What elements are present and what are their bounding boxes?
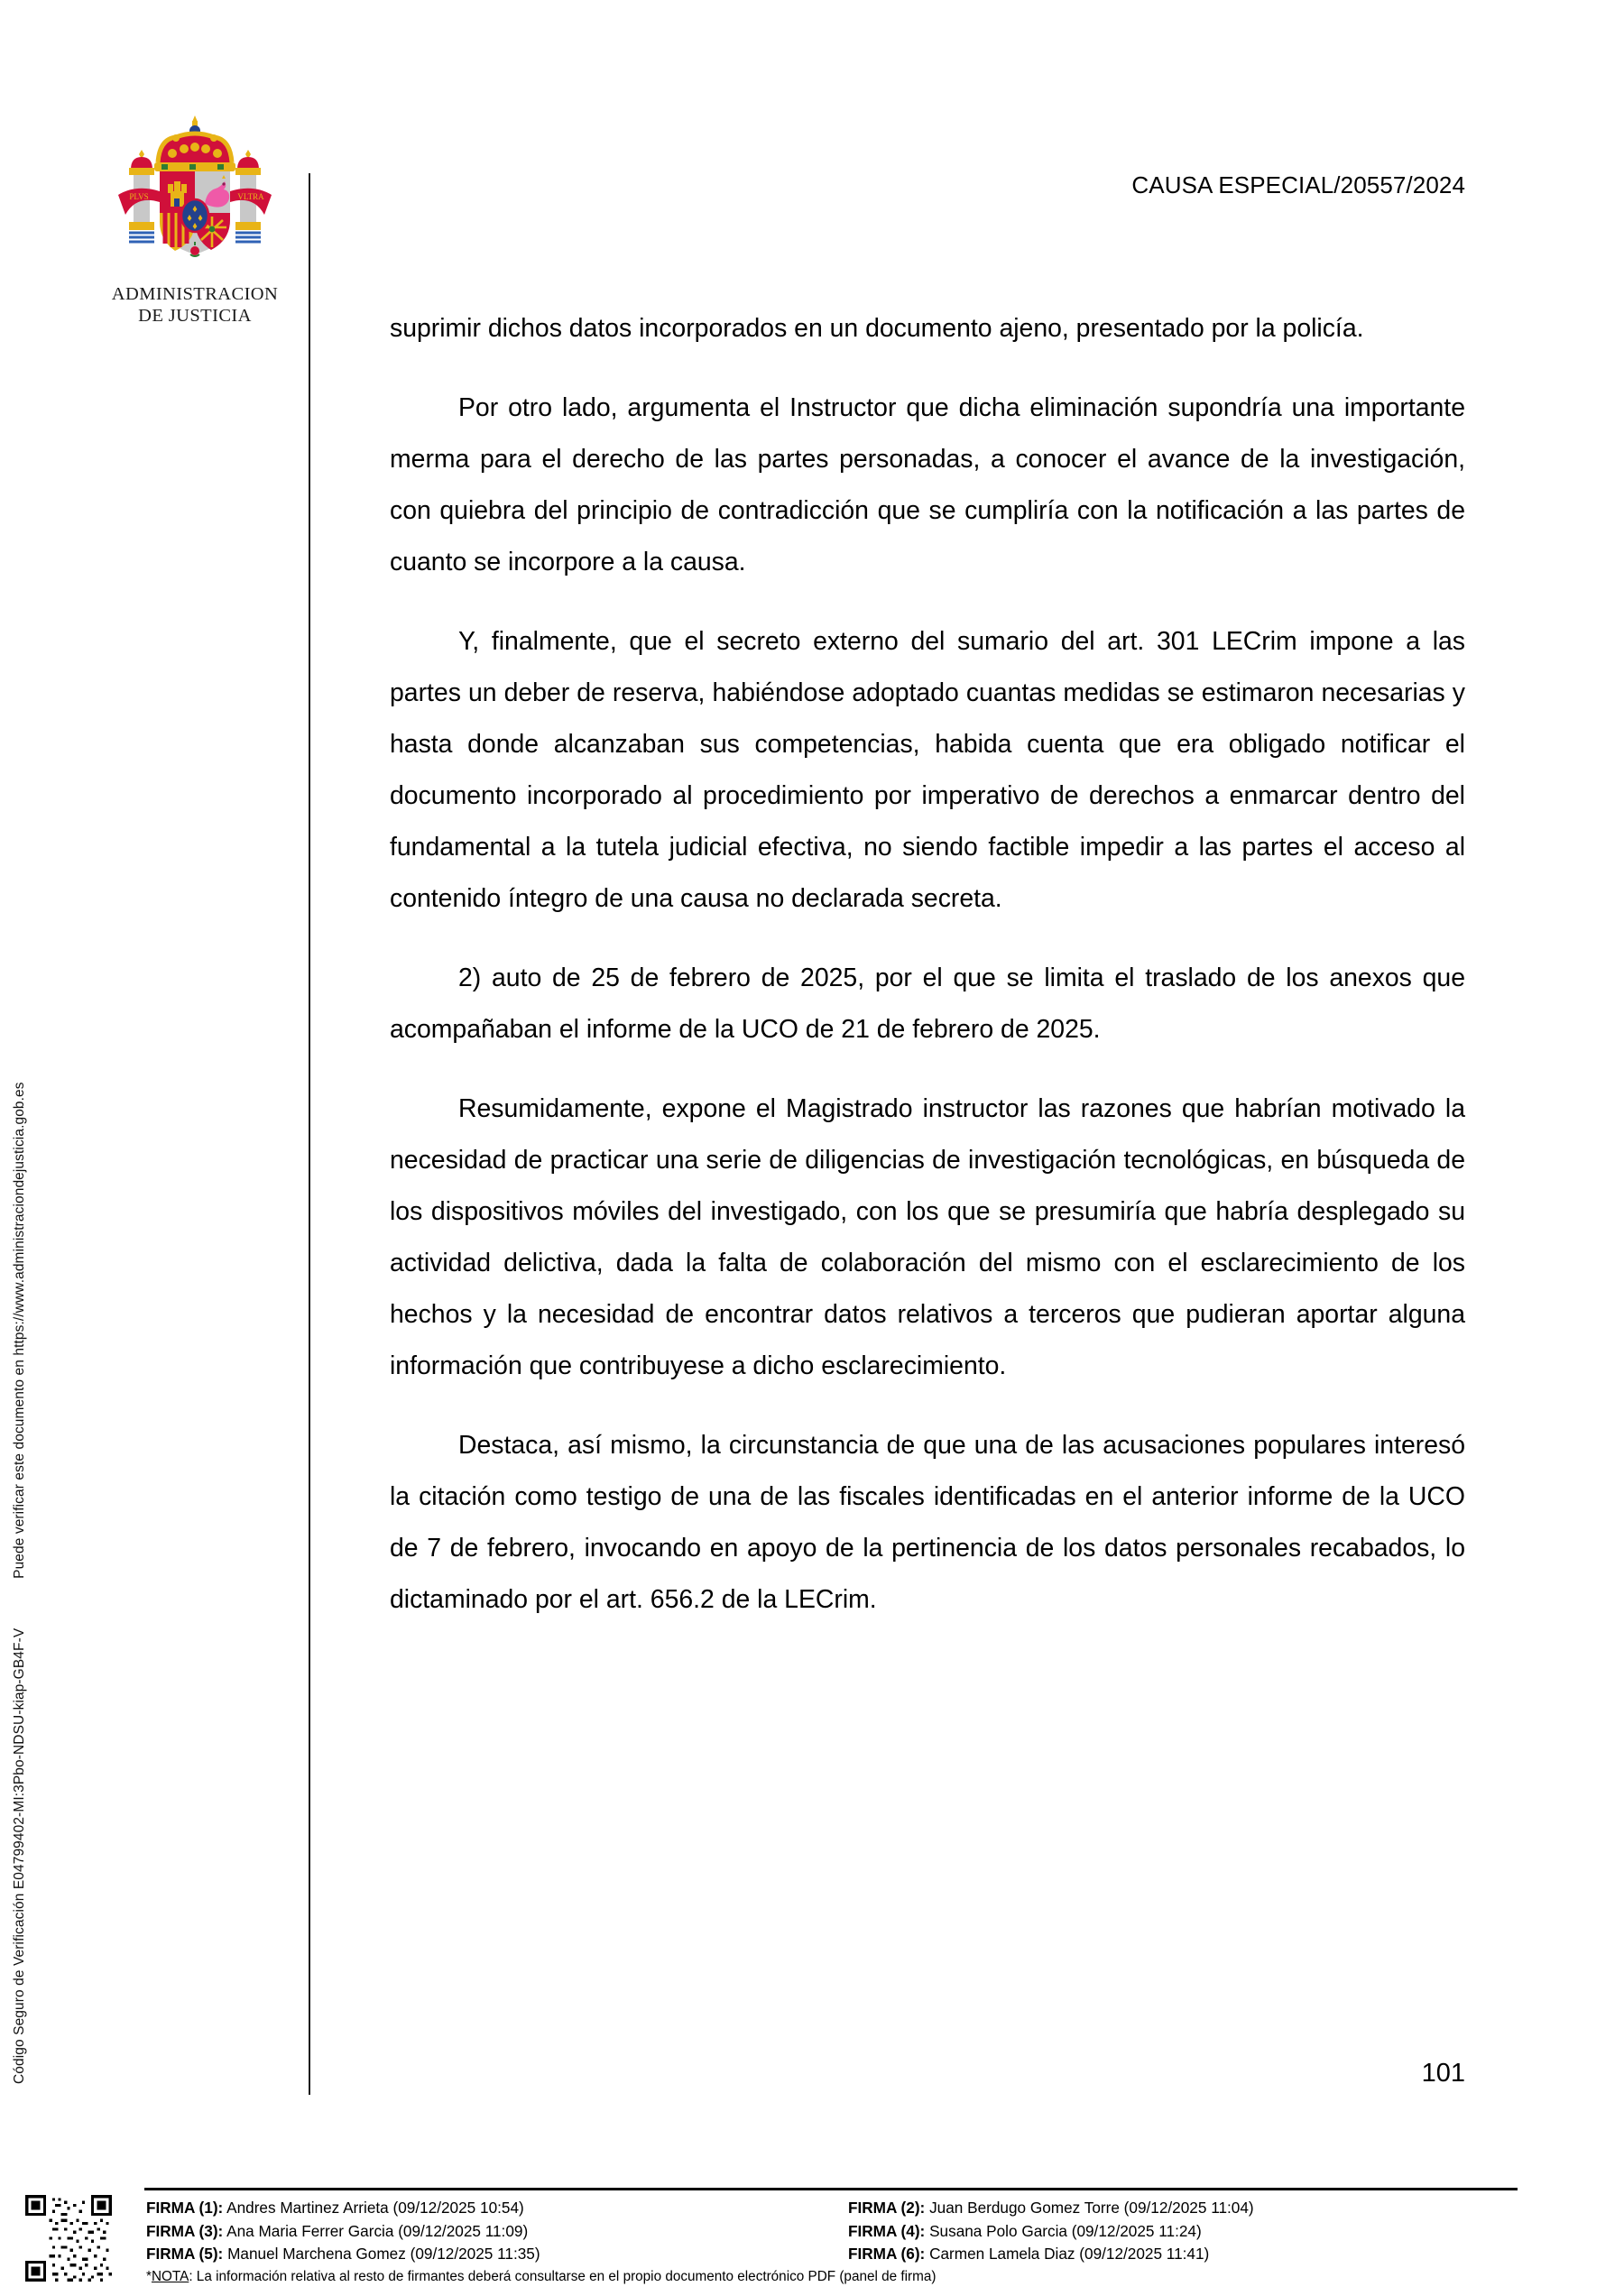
svg-text:VLTRA: VLTRA <box>237 192 264 201</box>
verification-code-sidebar <box>13 1074 27 2084</box>
signature-entry <box>146 2197 816 2220</box>
page-number: 101 <box>1421 2059 1465 2088</box>
signature-grid <box>146 2197 1518 2266</box>
signature-entry <box>848 2197 1518 2220</box>
paragraph: suprimir dichos datos incorporados en un documento ajeno, presentado por la policía. <box>390 314 1364 343</box>
escutcheon <box>160 171 230 256</box>
footer-note <box>146 2269 936 2285</box>
footer-divider-rule <box>144 2188 1518 2190</box>
signature-label: FIRMA (3): <box>146 2221 224 2240</box>
signature-label: FIRMA (1): <box>146 2199 224 2217</box>
signature-entry <box>848 2220 1518 2244</box>
note-asterisk: * <box>146 2269 152 2284</box>
svg-text:PLVS: PLVS <box>129 192 149 201</box>
paragraph: Por otro lado, argumenta el Instructor que dicha eliminación supondría una importante merma para el derecho de las partes personadas, a conocer el avance de la investigación, con quiebra del principio de contradicción que se cumpliría con la notificación a las partes de cuanto se incorpore a la causa. <box>390 393 1465 576</box>
spain-coat-of-arms-icon <box>97 108 293 280</box>
coat-of-arms-block <box>87 108 303 327</box>
signature-value: Susana Polo Garcia (09/12/2025 11:24) <box>929 2221 1202 2240</box>
note-keyword: NOTA <box>151 2269 189 2284</box>
paragraph: Y, finalmente, que el secreto externo del sumario del art. 301 LECrim impone a las partes un deber de reserva, habiéndose adoptado cuantas medidas se estimaron necesarias y hasta donde alcanzaban sus competencias, habida cuenta que era obligado notificar el documento incorporado al procedimiento por imperativo de derechos a enmarcar dentro del fundamental a la tutela judicial efectiva, no siendo factible impedir a las partes el acceso al contenido íntegro de una causa no declarada secreta. <box>390 627 1465 913</box>
signature-value: Manuel Marchena Gomez (09/12/2025 11:35) <box>227 2245 540 2263</box>
csv-label: Código Seguro de Verificación <box>12 1893 27 2084</box>
signature-label: FIRMA (6): <box>848 2245 926 2263</box>
csv-code: E04799402-MI:3Pbo-NDSU-kiap-GB4F-V <box>12 1627 27 1890</box>
signature-value: Andres Martinez Arrieta (09/12/2025 10:54) <box>226 2199 524 2217</box>
signature-label: FIRMA (2): <box>848 2199 926 2217</box>
castile-castle <box>168 181 187 207</box>
csv-verify-text: Puede verificar este documento en https://www.administraciondejusticia.gob.es <box>12 1082 27 1579</box>
signature-entry <box>848 2243 1518 2266</box>
paragraph: 2) auto de 25 de febrero de 2025, por el que se limita el traslado de los anexos que acompañaban el informe de la UCO de 21 de febrero de 2025. <box>390 964 1465 1044</box>
qr-code-icon <box>25 2195 112 2282</box>
paragraph: Destaca, así mismo, la circunstancia de que una de las acusaciones populares interesó la citación como testigo de una de las fiscales identificadas en el anterior informe de la UCO de 7 de febrero, invocando en apoyo de la pertinencia de los datos personales recabados, lo dictaminado por el art. 656.2 de la LECrim. <box>390 1431 1465 1614</box>
paragraph: Resumidamente, expone el Magistrado instructor las razones que habrían motivado la necesidad de practicar una serie de diligencias de investigación tecnológicas, en búsqueda de los dispositivos móviles del investigado, con los que se presumiría que habría desplegado su actividad delictiva, dada la falta de colaboración del mismo con el esclarecimiento de los hechos y la necesidad de encontrar datos relativos a terceros que pudieran aportar alguna información que contribuyese a dicho esclarecimiento. <box>390 1094 1465 1380</box>
note-text: : La información relativa al resto de firmantes deberá consultarse en el propio documento electrónico PDF (panel de firma) <box>189 2269 937 2284</box>
royal-crown <box>154 115 235 171</box>
case-reference-header: CAUSA ESPECIAL/20557/2024 <box>1131 171 1465 198</box>
signature-label: FIRMA (4): <box>848 2221 926 2240</box>
emblem-caption-line1: ADMINISTRACION <box>111 284 279 304</box>
signature-label: FIRMA (5): <box>146 2245 224 2263</box>
signature-value: Juan Berdugo Gomez Torre (09/12/2025 11:04) <box>929 2199 1254 2217</box>
signature-value: Ana Maria Ferrer Garcia (09/12/2025 11:09) <box>226 2221 529 2240</box>
document-body <box>390 303 1465 1626</box>
signature-value: Carmen Lamela Diaz (09/12/2025 11:41) <box>929 2245 1210 2263</box>
signature-entry <box>146 2243 816 2266</box>
emblem-caption <box>87 283 303 327</box>
signature-footer <box>0 2188 1624 2296</box>
signature-entry <box>146 2220 816 2244</box>
emblem-caption-line2: DE JUSTICIA <box>138 306 252 327</box>
margin-divider-rule <box>309 173 310 2095</box>
